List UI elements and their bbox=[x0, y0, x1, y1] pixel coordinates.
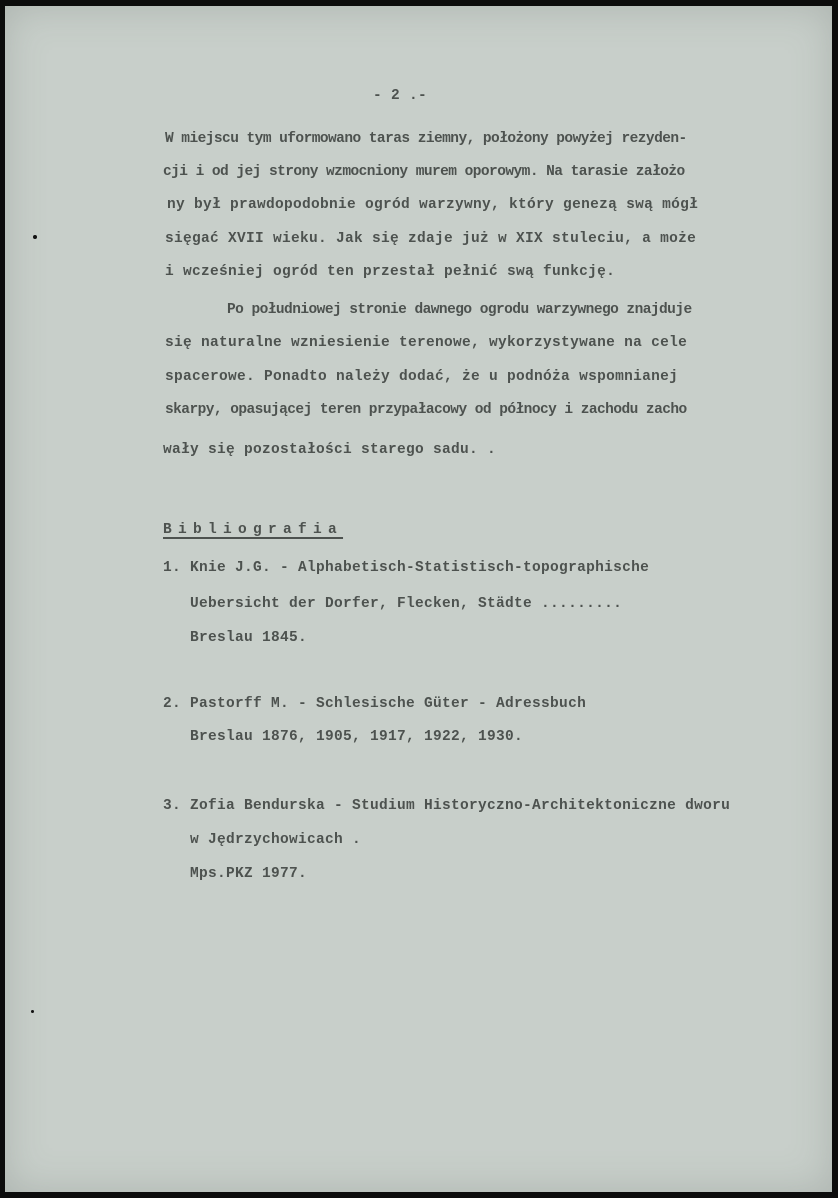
bibliography-entry-1-line-3: Breslau 1845. bbox=[163, 630, 308, 646]
paragraph-1-line-1: W miejscu tym uformowano taras ziemny, położony powyżej rezyden- bbox=[165, 131, 687, 147]
paragraph-2-line-5: wały się pozostałości starego sadu. . bbox=[163, 442, 497, 458]
page-number: - 2 .- bbox=[373, 88, 428, 104]
bibliography-entry-2-line-2: Breslau 1876, 1905, 1917, 1922, 1930. bbox=[163, 729, 524, 745]
document-page bbox=[5, 6, 832, 1192]
margin-mark bbox=[33, 235, 37, 239]
margin-mark bbox=[31, 1010, 34, 1013]
bibliography-entry-1-line-2: Uebersicht der Dorfer, Flecken, Städte ......... bbox=[163, 596, 623, 612]
bibliography-entry-3-line-3: Mps.PKZ 1977. bbox=[163, 866, 308, 882]
bibliography-entry-2-line-1: 2. Pastorff M. - Schlesische Güter - Adressbuch bbox=[163, 696, 587, 712]
bibliography-entry-3-line-2: w Jędrzychowicach . bbox=[163, 832, 362, 848]
paragraph-1-line-4: sięgać XVII wieku. Jak się zdaje już w XIX stuleciu, a może bbox=[165, 231, 697, 247]
paragraph-2-line-1: Po południowej stronie dawnego ogrodu warzywnego znajduje bbox=[227, 302, 692, 318]
paragraph-2-line-2: się naturalne wzniesienie terenowe, wykorzystywane na cele bbox=[165, 335, 688, 351]
paragraph-2-line-3: spacerowe. Ponadto należy dodać, że u podnóża wspomnianej bbox=[165, 369, 679, 385]
paragraph-1-line-3: ny był prawdopodobnie ogród warzywny, który genezą swą mógł bbox=[167, 197, 699, 213]
paragraph-2-line-4: skarpy, opasującej teren przypałacowy od północy i zachodu zacho bbox=[165, 402, 687, 418]
bibliography-entry-1-line-1: 1. Knie J.G. - Alphabetisch-Statistisch-topographische bbox=[163, 560, 650, 576]
paragraph-1-line-5: i wcześniej ogród ten przestał pełnić swą funkcję. bbox=[165, 264, 616, 280]
paragraph-1-line-2: cji i od jej strony wzmocniony murem oporowym. Na tarasie założo bbox=[163, 164, 685, 180]
bibliography-heading: Bibliografia bbox=[163, 522, 344, 538]
bibliography-entry-3-line-1: 3. Zofia Bendurska - Studium Historyczno-Architektoniczne dworu bbox=[163, 798, 731, 814]
